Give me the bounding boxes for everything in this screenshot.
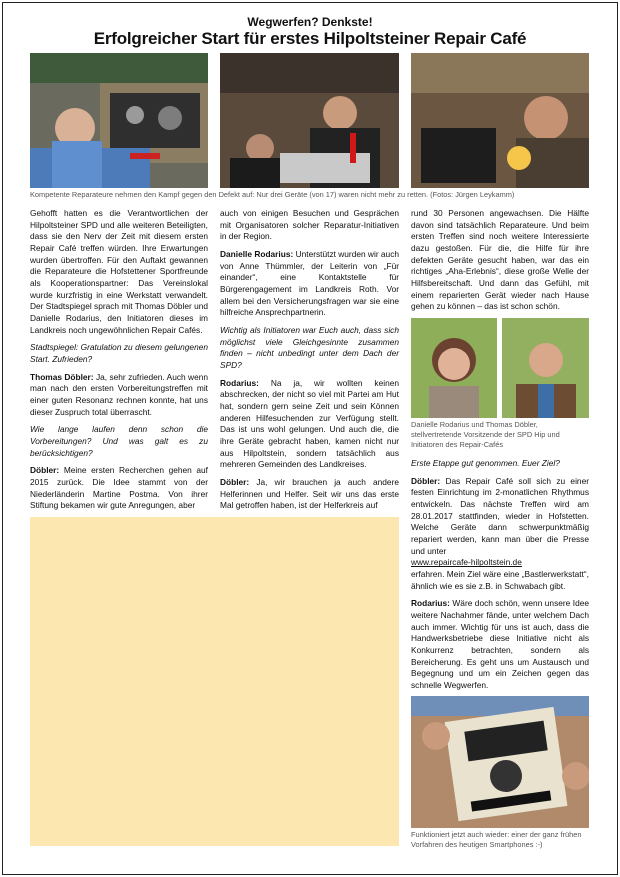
ad-placeholder-box xyxy=(30,517,399,846)
speaker-label: Rodarius: xyxy=(220,377,259,388)
answer-text: erfahren. Mein Ziel wäre eine „Bastlerwerkstatt“, ähnlich wie es sie z.B. in Schwabach gibt. xyxy=(411,569,589,591)
answer-text: Ja, wir brauchen ja auch andere Helferinnen und Helfer. Seit wir uns das erste Mal getroffen haben, ist der Helferkreis auf xyxy=(220,477,399,511)
portrait-rodarius xyxy=(411,318,497,418)
question: Erste Etappe gut genommen. Euer Ziel? xyxy=(411,458,560,468)
photo-repairman-radio xyxy=(30,53,208,188)
paragraph: auch von einigen Besuchen und Gesprächen mit Organisatoren solcher Reparatur-Initiativen in der Region. xyxy=(220,208,399,242)
speaker-label: Thomas Döbler: xyxy=(30,371,94,382)
headline: Erfolgreicher Start für erstes Hilpoltsteiner Repair Café xyxy=(93,29,527,48)
answer-text: Wäre doch schön, wenn unsere Idee weitere Nachahmer fände, unter welchem Dach auch immer. Wichtig für uns ist auch, dass die Handwerksbetriebe diese Initiative nicht als Konkurrenz betrachten, sondern als Bereicherung. Es geht uns um Austausch und Begegnung und um ein Zeichen gegen das schnelle Wegwerfen. xyxy=(411,598,589,691)
column-1 xyxy=(30,208,208,518)
paragraph: rund 30 Personen angewachsen. Die Hälfte davon sind tatsächlich Reparateure. Und beim ersten Treffen sind noch weitere Interessierte dazu gestoßen. Für die, die Hilfe für ihre defekten Geräte gesucht haben, war das ein richtiges „Aha-Erlebnis“, diese große Welle der Hilfsbereitschaft. Und dann das Gefühl, mit einem reparierten Gerät wieder nach Hause gehen zu können – das ist schon schön. xyxy=(411,208,589,312)
speaker-label: Döbler: xyxy=(220,477,250,488)
typewriter-caption: Funktioniert jetzt auch wieder: einer der ganz frühen Vorfahren des heutigen Smartphones :-) xyxy=(411,830,582,849)
column-3-top xyxy=(411,208,589,319)
question-1: Stadtspiegel: Gratulation zu diesem gelungenen Start. Zufrieden? xyxy=(30,342,208,365)
speaker-label: Döbler: xyxy=(411,475,441,486)
answer-text: Meine ersten Recherchen gehen auf 2015 zurück. Die Idee stammt von der Niederländerin Martine Postma. Von ihrer Stiftung bekamen wir gute Anregungen, aber xyxy=(30,465,208,511)
portrait-caption: Danielle Rodarius und Thomas Döbler, stellvertretende Vorsitzende der SPD Hip und Initiatoren des Repair-Cafés xyxy=(411,420,560,449)
column-2 xyxy=(220,208,399,518)
speaker-label: Danielle Rodarius: xyxy=(220,249,294,260)
website-link[interactable]: www.repaircafe-hilpoltstein.de xyxy=(411,557,522,568)
answer-text: Unterstützt wurden wir auch von Anne Thümmler, der Leiterin von „Für einander“, eine Kontaktstelle für Bürgerengagement im Landkreis Roth. Vor allem bei den Versicherungsfragen war sie eine hilfreiche Ansprechpartnerin. xyxy=(220,249,400,318)
answer-text: Das Repair Café soll sich zu einer festen Einrichtung im 2-monatlichen Rhythmus entwickeln. Das nächste Treffen wird am 28.01.2017 stattfinden, wieder in Hofstetten. Welche Geräte dann schwerpunktmäßig repariert werden, kann man über die Presse und unter xyxy=(411,475,589,556)
kicker: Wegwerfen? Denkste! xyxy=(247,15,373,29)
speaker-label: Rodarius: xyxy=(411,598,450,609)
answer-text: Ja, sehr zufrieden. Auch wenn man nach den ersten Vorbereitungstreffen mit einer guten Resonanz rechnen konnte, hat uns dieser Zuspruch total überrascht. xyxy=(30,371,208,417)
photo-repair-lamp xyxy=(411,53,589,188)
column-3-bottom xyxy=(411,458,589,698)
photo-typewriter xyxy=(411,696,589,828)
portrait-doebler xyxy=(502,318,589,418)
question-2: Wie lange laufen denn schon die Vorbereitungen? Und was galt es zu berücksichtigen? xyxy=(30,424,208,458)
top-photo-caption: Kompetente Reparateure nehmen den Kampf gegen den Defekt auf: Nur drei Geräte (von 17) waren nicht mehr zu retten. (Fotos: Jürgen Leykamm) xyxy=(30,190,515,199)
answer-text: Na ja, wir wollten keinen abschrecken, der nicht so viel mit Partei am Hut hat, sondern gern seine Zeit und sein Können anderen Hilfesuchenden zur Verfügung stellt. Das ist uns wohl gelungen. Und auch die, die ihre Geräte gebracht haben, kamen nicht nur aus Hilpoltstein, sondern tatsächlich aus mehreren Gemeinden des Landkreises. xyxy=(220,377,399,470)
speaker-label: Döbler: xyxy=(30,465,60,476)
intro-paragraph: Gehofft hatten es die Verantwortlichen der Hilpoltsteiner SPD und alle weiteren Beteiligten, dass sie den Nerv der Zeit mit diesem ersten Repair Café treffen würden. Ihre Erwartungen wurden übertroffen. Für den Auftakt gewannen die Reparateure die Hofstettener Sportfreunde als Kooperationspartner: Das Vereinslokal wurde kurzfristig in eine Werkstatt verwandelt. Der Stadtspiegel sprach mit Thomas Döbler und Danielle Rodarius, den Initiatoren dieses im Landkreis noch ungewöhnlichen Repair Cafés. xyxy=(30,208,208,335)
photo-repair-team xyxy=(220,53,399,188)
question: Wichtig als Initiatoren war Euch auch, dass sich möglichst viele Gleichgesinnte zusammen finden – nicht unbedingt unter dem Dach der SPD? xyxy=(220,325,399,371)
